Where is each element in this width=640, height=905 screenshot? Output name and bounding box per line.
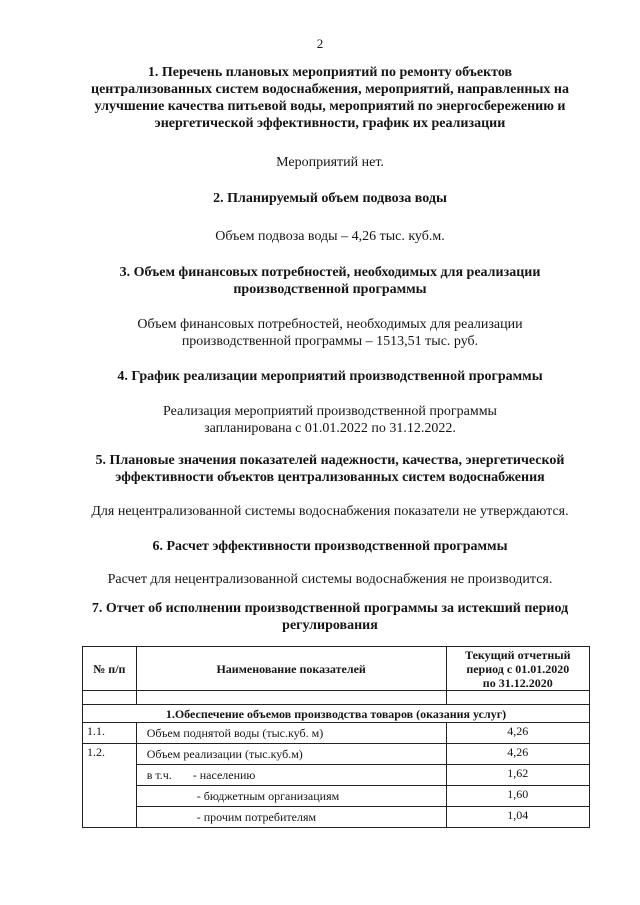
section-5-title: 5. Плановые значения показателей надежности, качества, энергетической эффективности объектов централизованных систем водоснабжения: [95, 453, 565, 485]
section-7-title: 7. Отчет об исполнении производственной программы за истекший период регулирования: [91, 601, 569, 633]
report-table: [82, 646, 590, 828]
row-name: - прочим потребителям: [136, 807, 446, 828]
table-row: [83, 723, 590, 744]
table-row: [83, 807, 590, 828]
section-3-title: 3. Объем финансовых потребностей, необходимых для реализации производственной программы: [119, 265, 541, 297]
table-spacer-row: [83, 691, 590, 705]
table-row: [83, 744, 590, 765]
row-prefix: в т.ч.: [146, 768, 172, 782]
row-name: - бюджетным организациям: [136, 786, 446, 807]
section-6-body: Расчет для нецентрализованной системы водоснабжения не производится.: [107, 572, 553, 587]
header-value: Текущий отчетный период с 01.01.2020 по 31.12.2020: [446, 647, 589, 691]
section-1-title: 1. Перечень плановых мероприятий по ремонту объектов централизованных систем водоснабжения, мероприятий, направленных на улучшение качества питьевой воды, мероприятий по энергосбережению и энергетической эффективности, график их реализации: [91, 65, 569, 131]
section-6-title: 6. Расчет эффективности производственной программы: [152, 539, 508, 554]
page-number: 2: [316, 36, 324, 51]
section-4-title: 4. График реализации мероприятий производственной программы: [117, 369, 543, 384]
row-num: 1.1.: [83, 723, 137, 744]
row-name: Объем поднятой воды (тыс.куб. м): [136, 723, 446, 744]
section-4-body: Реализация мероприятий производственной программы запланирована с 01.01.2022 по 31.12.2022.: [163, 404, 497, 436]
section-5-body: Для нецентрализованной системы водоснабжения показатели не утверждаются.: [91, 504, 569, 519]
table-row: [83, 786, 590, 807]
table-header-row: [83, 647, 590, 691]
row-name: Объем реализации (тыс.куб.м): [136, 744, 446, 765]
row-value: 4,26: [446, 723, 589, 744]
table-row: [83, 765, 590, 786]
row-num: 1.2.: [83, 744, 137, 828]
header-name: Наименование показателей: [136, 647, 446, 691]
section-title-cell: 1.Обеспечение объемов производства товаров (оказания услуг): [83, 705, 590, 723]
section-1-body: Мероприятий нет.: [276, 155, 384, 170]
row-value: 1,62: [446, 765, 589, 786]
row-value: 1,04: [446, 807, 589, 828]
row-name: в т.ч. - населению: [136, 765, 446, 786]
row-value: 1,60: [446, 786, 589, 807]
section-2-body: Объем подвоза воды – 4,26 тыс. куб.м.: [215, 229, 445, 244]
table-section-row: [83, 705, 590, 723]
row-value: 4,26: [446, 744, 589, 765]
section-2-title: 2. Планируемый объем подвоза воды: [213, 191, 447, 206]
section-3-body: Объем финансовых потребностей, необходимых для реализации производственной программы – 1513,51 тыс. руб.: [137, 317, 523, 349]
header-num: № п/п: [83, 647, 137, 691]
